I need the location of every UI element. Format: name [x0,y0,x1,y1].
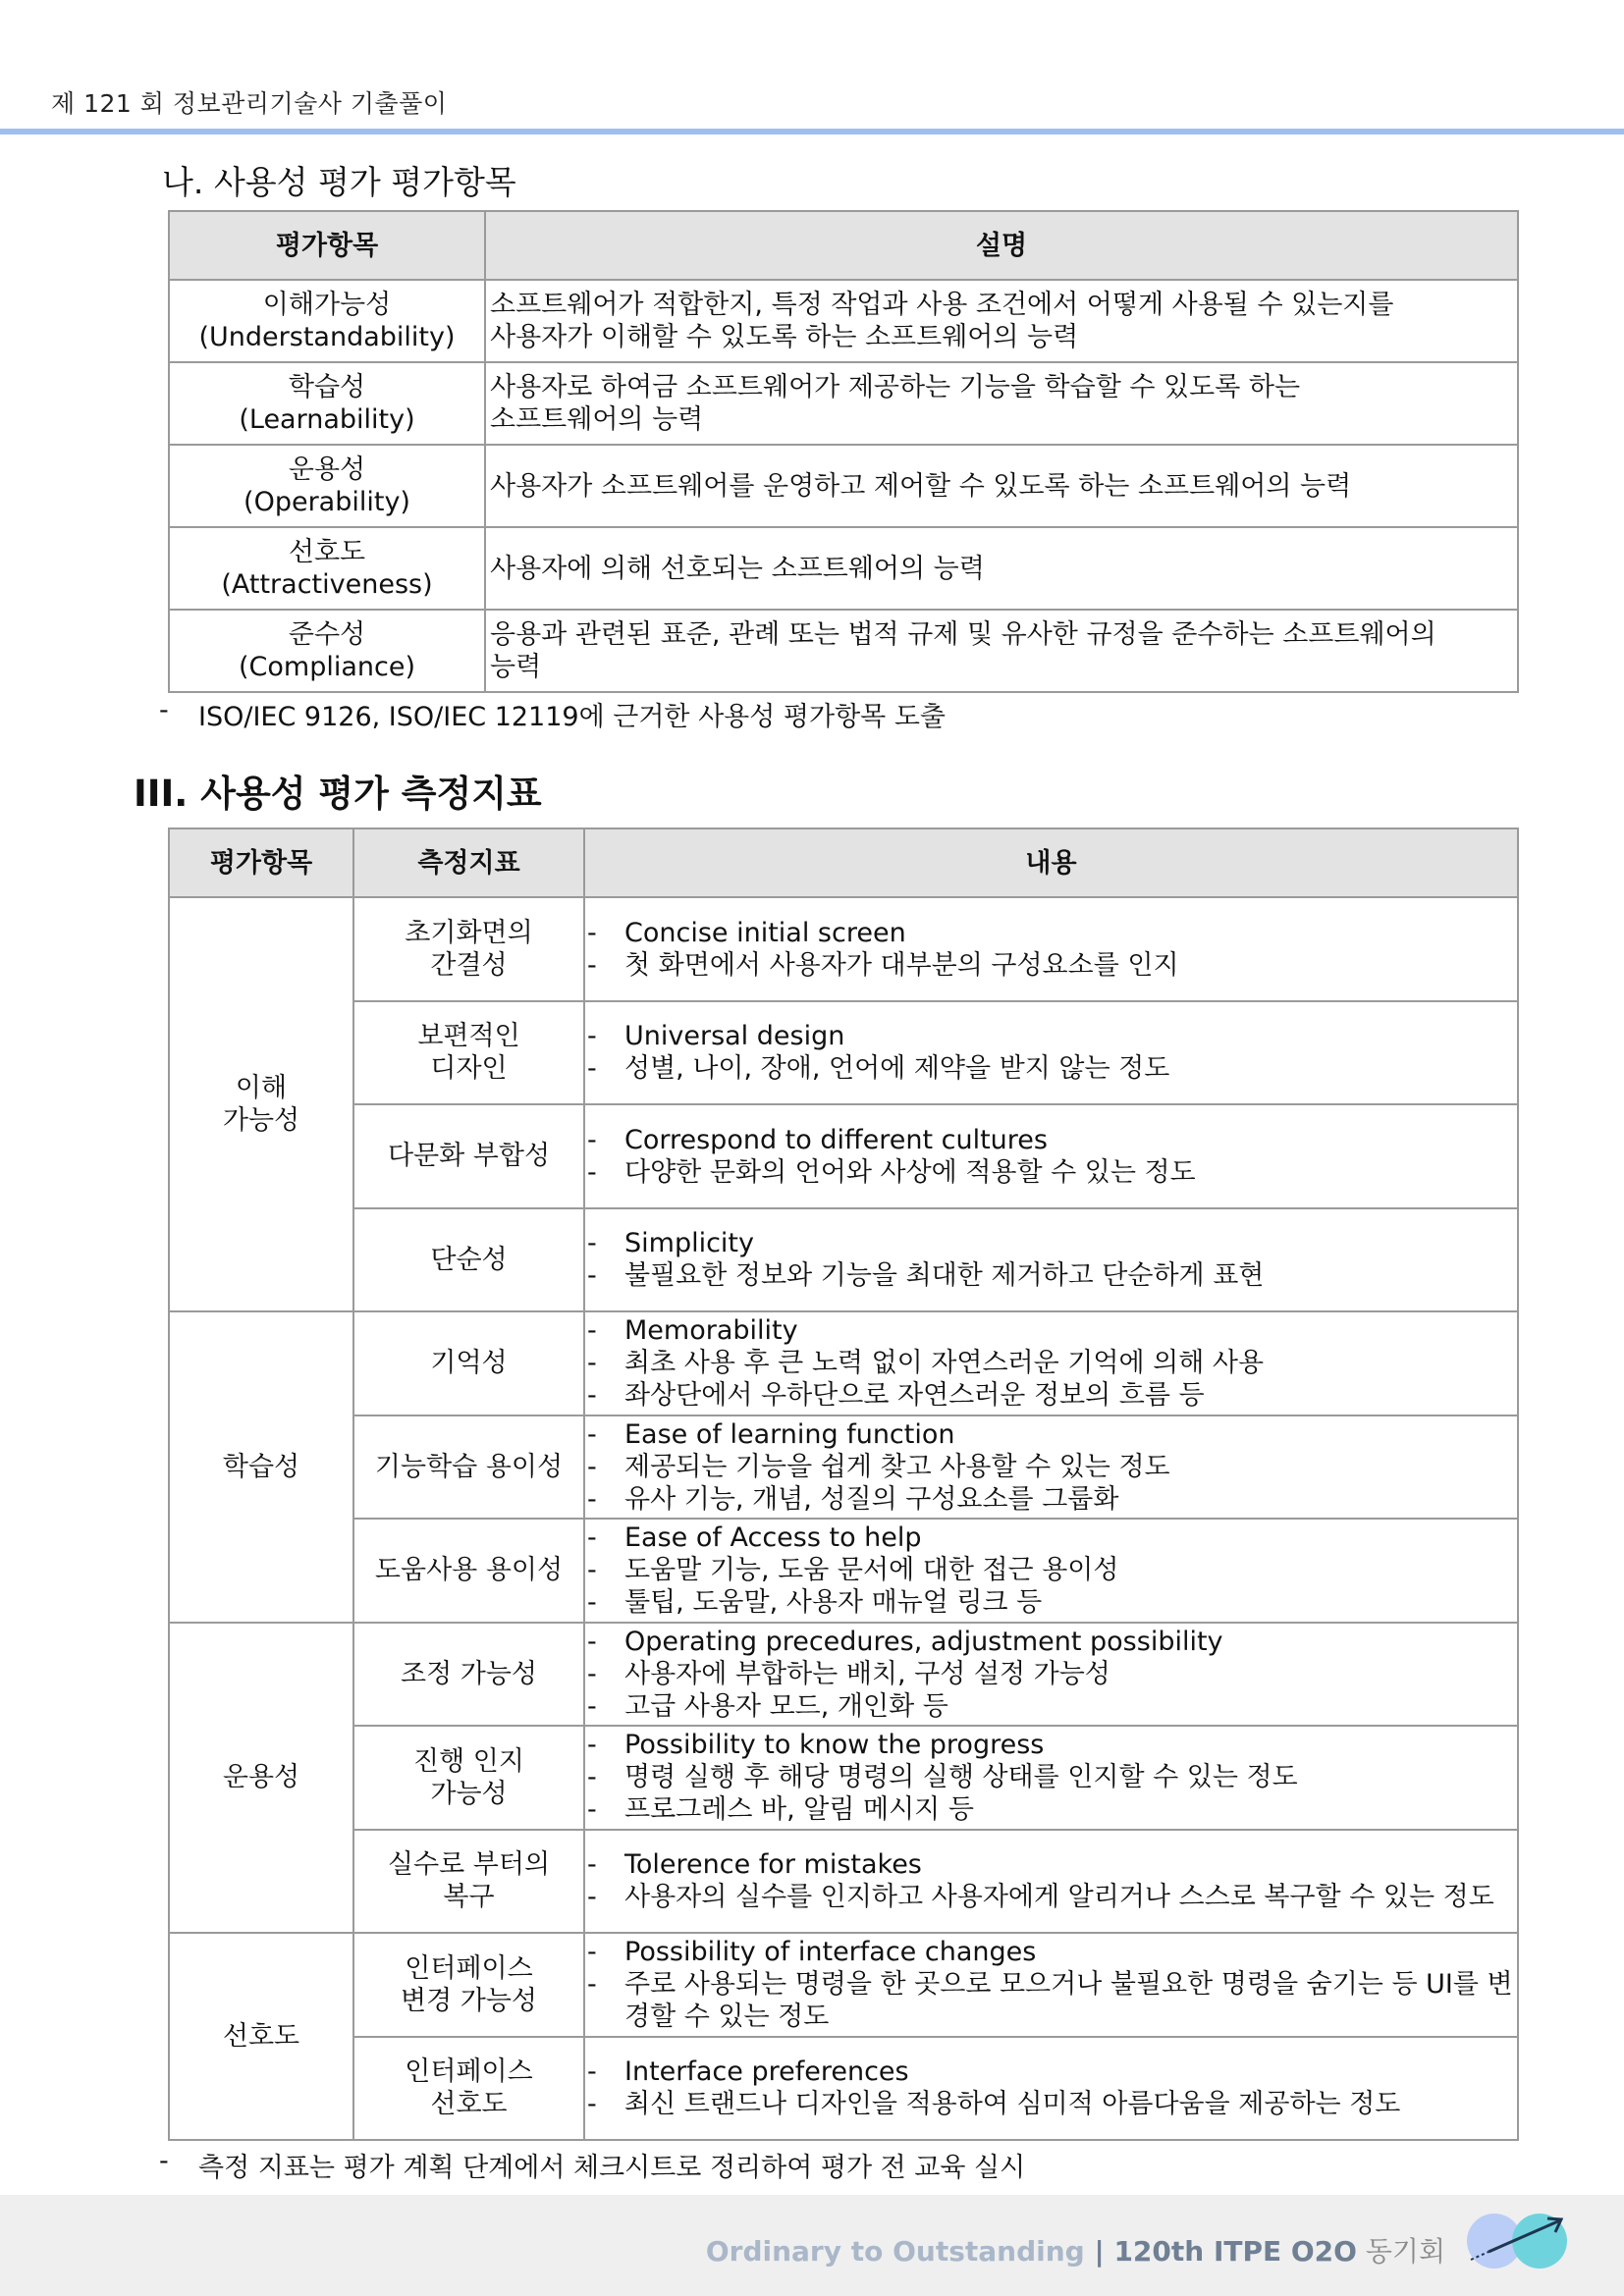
header-divider [0,129,1624,134]
bullet-dash: - [587,1315,597,1347]
metric-name-line: 실수로 부터의 [387,1849,551,1881]
metric-name-line: 인터페이스 [405,1952,533,1984]
criteria-desc-cell [485,527,1518,610]
bullet-line [587,1124,1517,1156]
group-cell [169,1933,353,2140]
table-note [159,2146,1025,2184]
metric-cell [353,897,584,1001]
bullet-line [587,1658,1517,1690]
table-row [169,1933,1518,2037]
metric-name-line: 가능성 [430,1778,508,1809]
bullet-text: 사용자의 실수를 인지하고 사용자에게 알리거나 스스로 복구할 수 있는 정도 [624,1882,1494,1913]
bullet-text: 최초 사용 후 큰 노력 없이 자연스러운 기억에 의해 사용 [624,1348,1265,1379]
bullet-dash: - [587,1794,597,1826]
table-row [169,1519,1518,1623]
metric-content-cell [584,1415,1518,1520]
metric-content-cell [584,1104,1518,1208]
metric-cell [353,1933,584,2037]
bullet-dash: - [587,1053,597,1085]
bullet-dash: - [587,1690,597,1722]
table-row [169,1208,1518,1312]
criteria-desc-cell [485,280,1518,362]
bullet-dash: - [587,1969,597,2001]
bullet-dash: - [587,1762,597,1793]
bullet-line [587,1483,1517,1516]
bullet-dash: - [587,1882,597,1913]
bullet-line [587,1156,1517,1189]
criteria-desc-cell [485,362,1518,445]
bullet-line [587,1626,1517,1658]
bullet-dash: - [587,1260,597,1292]
metric-content-cell [584,2037,1518,2141]
metric-cell [353,1623,584,1727]
bullet-text: Universal design [624,1021,845,1052]
criteria-item-line: 이해가능성 [262,290,392,320]
metric-name-line: 초기화면의 [405,917,533,948]
metric-content-cell [584,1208,1518,1312]
criteria-desc-line: 사용자가 이해할 수 있도록 하는 소프트웨어의 능력 [490,322,1079,352]
bullet-text: 툴팁, 도움말, 사용자 매뉴얼 링크 등 [624,1587,1043,1619]
bullet-text: Operating precedures, adjustment possibility [624,1626,1223,1657]
bullet-line [587,917,1517,949]
bullet-text: 최신 트랜드나 디자인을 적용하여 심미적 아름다움을 제공하는 정도 [624,2089,1401,2120]
metric-name-line: 도움사용 용이성 [374,1555,564,1586]
bullet-dash: - [587,1124,597,1155]
criteria-item-line: (Operability) [244,487,410,517]
bullet-text: 좌상단에서 우하단으로 자연스러운 정보의 흐름 등 [624,1380,1205,1412]
table-row [169,1830,1518,1934]
note-text: 측정 지표는 평가 계획 단계에서 체크시트로 정리하여 평가 전 교육 실시 [198,2153,1026,2183]
metric-name-line: 디자인 [430,1053,508,1085]
bullet-line [587,1729,1517,1761]
bullet-text: Concise initial screen [624,917,906,948]
metric-content-cell [584,1933,1518,2037]
column-header: 설명 [485,211,1518,280]
criteria-item-cell [169,527,485,610]
metric-content-cell [584,1726,1518,1830]
bullet-text: 사용자에 부합하는 배치, 구성 설정 가능성 [624,1658,1110,1689]
metric-content-cell [584,1830,1518,1934]
metric-content-cell [584,1519,1518,1623]
bullet-line [587,2088,1517,2120]
metric-cell [353,1311,584,1415]
bullet-dash: - [587,1451,597,1482]
bullet-dash: - [587,949,597,981]
footer-slogan: Ordinary to Outstanding [705,2235,1085,2268]
criteria-item-cell [169,362,485,445]
metric-name-line: 다문화 부합성 [387,1141,551,1172]
metric-name-line: 기억성 [430,1348,508,1379]
bullet-text: 다양한 문화의 언어와 사상에 적용할 수 있는 정도 [624,1156,1196,1188]
table-row [169,445,1518,527]
bullet-dash: - [587,1156,597,1188]
usability-metrics-table [168,828,1519,2141]
table-row [169,1311,1518,1415]
section-subtitle: 나. 사용성 평가 평가항목 [162,163,516,201]
bullet-line [587,1586,1517,1619]
bullet-line [587,1761,1517,1793]
bullet-text: Interface preferences [624,2056,909,2088]
metric-content-cell [584,1623,1518,1727]
table-row [169,1104,1518,1208]
bullet-line [587,1522,1517,1554]
table-header-row [169,828,1518,897]
metric-name-line: 복구 [443,1882,495,1913]
criteria-item-line: 운용성 [288,454,366,485]
footer-text [706,2230,1445,2269]
criteria-item-line: 준수성 [288,619,366,650]
criteria-item-line: (Compliance) [239,652,415,682]
metric-content-cell [584,1311,1518,1415]
group-name-line: 가능성 [222,1105,300,1136]
metric-cell [353,1208,584,1312]
bullet-line [587,1793,1517,1826]
bullet-text: 주로 사용되는 명령을 한 곳으로 모으거나 불필요한 명령을 숨기는 등 UI를 변경할 수 있는 정도 [624,1969,1513,2033]
footer-org: 120th ITPE O2O [1113,2235,1357,2268]
metric-content-cell [584,897,1518,1001]
bullet-dash: - [587,1937,597,1968]
table-note [159,695,946,733]
bullet-line [587,1451,1517,1483]
metric-cell [353,1001,584,1105]
bullet-text: 제공되는 기능을 쉽게 찾고 사용할 수 있는 정도 [624,1451,1170,1482]
criteria-desc-line: 사용자가 소프트웨어를 운영하고 제어할 수 있도록 하는 소프트웨어의 능력 [490,470,1352,502]
evaluation-criteria-table [168,210,1519,693]
footer-separator: | [1084,2235,1114,2268]
metric-name-line: 인터페이스 [405,2056,533,2088]
metric-name-line: 조정 가능성 [401,1658,537,1689]
bullet-dash: - [587,1348,597,1379]
metric-name-line: 선호도 [430,2089,508,2120]
bullet-dash: - [587,1849,597,1881]
bullet-line [587,1052,1517,1085]
bullet-text: Ease of learning function [624,1418,955,1450]
criteria-desc-line: 소프트웨어가 적합한지, 특정 작업과 사용 조건에서 어떻게 사용될 수 있는지를 [490,290,1394,320]
metric-cell [353,1519,584,1623]
bullet-line [587,1690,1517,1723]
metric-name-line: 보편적인 [417,1021,520,1052]
bullet-text: 유사 기능, 개념, 성질의 구성요소를 그룹화 [624,1483,1119,1515]
metric-cell [353,1415,584,1520]
criteria-desc-line: 능력 [490,652,542,682]
column-header: 내용 [584,828,1518,897]
bullet-dash: - [587,1587,597,1619]
metric-cell [353,1830,584,1934]
bullet-text: Ease of Access to help [624,1522,922,1554]
bullet-text: Memorability [624,1315,798,1347]
criteria-item-line: (Attractiveness) [221,569,433,600]
bullet-dash: - [587,1522,597,1554]
group-name-line: 이해 [235,1073,288,1103]
bullet-line [587,1379,1517,1412]
criteria-desc-line: 응용과 관련된 표준, 관례 또는 법적 규제 및 유사한 규정을 준수하는 소프트웨어의 [490,619,1436,650]
criteria-desc-line: 사용자에 의해 선호되는 소프트웨어의 능력 [490,553,985,584]
column-header: 평가항목 [169,211,485,280]
bullet-dash: - [587,1626,597,1657]
table-row [169,1415,1518,1520]
bullet-dash: - [159,695,169,725]
table-row [169,362,1518,445]
column-header: 측정지표 [353,828,584,897]
column-header: 평가항목 [169,828,353,897]
table-row [169,2037,1518,2141]
group-cell [169,897,353,1311]
page-header-title: 제 121 회 정보관리기술사 기출풀이 [51,89,448,118]
criteria-item-cell [169,445,485,527]
bullet-line [587,1554,1517,1586]
table-row [169,527,1518,610]
section-heading: III. 사용성 평가 측정지표 [134,773,542,815]
metric-name-line: 변경 가능성 [401,1985,537,2016]
bullet-dash: - [587,1483,597,1515]
bullet-dash: - [587,1380,597,1412]
bullet-line [587,1968,1517,2033]
table-row [169,1726,1518,1830]
bullet-text: Possibility of interface changes [624,1937,1037,1968]
bullet-text: Tolerence for mistakes [624,1849,922,1881]
criteria-desc-cell [485,610,1518,692]
bullet-line [587,1347,1517,1379]
bullet-text: 성별, 나이, 장애, 언어에 제약을 받지 않는 정도 [624,1053,1170,1085]
bullet-line [587,1227,1517,1259]
criteria-item-line: (Understandability) [198,322,456,352]
footer-group: 동기회 [1356,2235,1445,2268]
criteria-item-line: (Learnability) [239,404,415,435]
bullet-line [587,1848,1517,1881]
criteria-item-line: 학습성 [288,372,366,402]
group-name-line: 학습성 [222,1451,300,1482]
bullet-line [587,949,1517,982]
group-cell [169,1623,353,1934]
table-row [169,1001,1518,1105]
metric-cell [353,2037,584,2141]
bullet-text: Simplicity [624,1228,754,1259]
bullet-line [587,1881,1517,1913]
bullet-dash: - [587,2056,597,2088]
criteria-item-line: 선호도 [288,537,366,567]
group-cell [169,1311,353,1623]
bullet-dash: - [587,1021,597,1052]
group-name-line: 선호도 [222,2021,300,2052]
table-row [169,897,1518,1001]
bullet-text: 첫 화면에서 사용자가 대부분의 구성요소를 인지 [624,949,1179,981]
bullet-text: Possibility to know the progress [624,1730,1045,1761]
bullet-text: 프로그레스 바, 알림 메시지 등 [624,1794,974,1826]
bullet-line [587,1020,1517,1052]
metric-name-line: 기능학습 용이성 [374,1451,564,1482]
bullet-text: 고급 사용자 모드, 개인화 등 [624,1690,948,1722]
criteria-item-cell [169,610,485,692]
note-text: ISO/IEC 9126, ISO/IEC 12119에 근거한 사용성 평가항목 도출 [198,702,946,732]
bullet-dash: - [587,1555,597,1586]
bullet-dash: - [587,1418,597,1450]
metric-name-line: 진행 인지 [413,1745,524,1777]
metric-name-line: 간결성 [430,949,508,981]
metric-cell [353,1726,584,1830]
criteria-item-cell [169,280,485,362]
bullet-line [587,1314,1517,1347]
bullet-text: 불필요한 정보와 기능을 최대한 제거하고 단순하게 표현 [624,1260,1265,1292]
table-row [169,610,1518,692]
bullet-line [587,1259,1517,1292]
bullet-dash: - [587,1228,597,1259]
metric-content-cell [584,1001,1518,1105]
criteria-desc-line: 소프트웨어의 능력 [490,404,704,435]
criteria-desc-line: 사용자로 하여금 소프트웨어가 제공하는 기능을 학습할 수 있도록 하는 [490,372,1301,402]
table-header-row [169,211,1518,280]
group-name-line: 운용성 [222,1762,300,1793]
bullet-line [587,1418,1517,1451]
bullet-text: Correspond to different cultures [624,1124,1048,1155]
bullet-text: 명령 실행 후 해당 명령의 실행 상태를 인지할 수 있는 정도 [624,1762,1298,1793]
logo-icon [1467,2209,1575,2273]
table-row [169,280,1518,362]
bullet-text: 도움말 기능, 도움 문서에 대한 접근 용이성 [624,1555,1119,1586]
bullet-dash: - [159,2146,169,2176]
bullet-dash: - [587,1730,597,1761]
bullet-line [587,1936,1517,1968]
bullet-line [587,2056,1517,2088]
criteria-desc-cell [485,445,1518,527]
metric-cell [353,1104,584,1208]
metric-name-line: 단순성 [430,1244,508,1275]
bullet-dash: - [587,1658,597,1689]
bullet-dash: - [587,917,597,948]
table-row [169,1623,1518,1727]
bullet-dash: - [587,2089,597,2120]
